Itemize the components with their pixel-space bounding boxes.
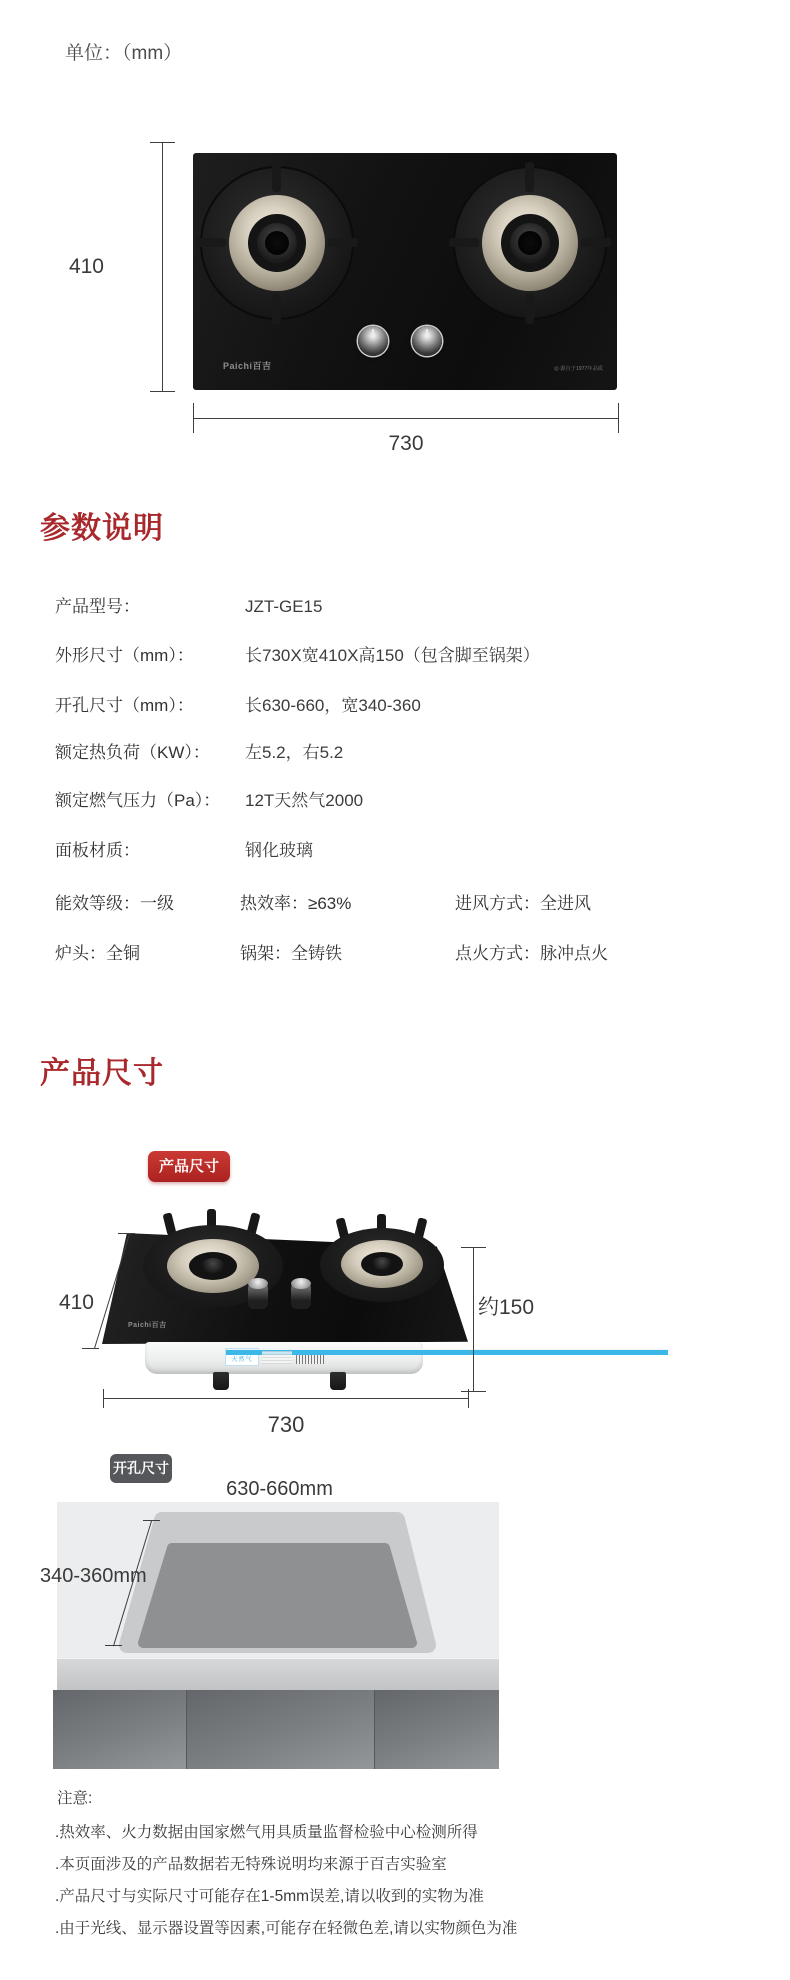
spec-tag xyxy=(262,1351,292,1364)
brand-logo: Paichi百吉 xyxy=(223,361,272,371)
brand-tagline: ◎ 源自于1977年品质 xyxy=(554,365,603,372)
sticker-text: 天然气 xyxy=(231,1357,253,1363)
spec-value: 左5.2，右5.2 xyxy=(245,743,344,762)
left-control-knob xyxy=(358,326,388,356)
spec-value: 12T天然气2000 xyxy=(245,791,364,810)
brand-logo: Paichi百吉 xyxy=(128,1322,167,1329)
spec-grid-cell: 炉头：全铜 xyxy=(55,944,140,963)
spec-grid-cell: 热效率：≥63% xyxy=(240,894,352,913)
cabinet-door xyxy=(53,1690,186,1769)
spec-row xyxy=(55,641,540,666)
dim-label-730: 730 xyxy=(388,432,424,455)
cabinet-front xyxy=(53,1690,499,1769)
pan-support-prong xyxy=(196,238,226,247)
spec-row xyxy=(55,592,322,617)
dim-tick xyxy=(461,1391,486,1392)
cabinet-door xyxy=(375,1690,499,1769)
spec-row xyxy=(55,738,343,763)
stove-top-photo xyxy=(193,153,617,390)
sticker-band xyxy=(226,1349,668,1355)
spec-grid-cell: 能效等级：一级 xyxy=(55,894,174,913)
dim-label-width: 730 xyxy=(267,1412,305,1437)
stove-foot xyxy=(330,1372,346,1390)
spec-label: 产品型号： xyxy=(55,597,140,616)
spec-value: 长730X宽410X高150（包含脚至锅架） xyxy=(245,646,540,665)
spec-label: 额定热负荷（KW）： xyxy=(55,743,210,762)
left-burner xyxy=(200,166,354,320)
countertop-front-edge xyxy=(57,1658,499,1690)
spec-row xyxy=(55,836,313,861)
dim-line-height xyxy=(473,1248,474,1392)
pan-support-prong xyxy=(525,294,534,324)
dim-label-410: 410 xyxy=(68,255,104,278)
dim-tick xyxy=(461,1247,486,1248)
persp-left-knob xyxy=(248,1281,268,1309)
cutout-depth-label: 340-360mm xyxy=(40,1565,147,1587)
persp-right-burner xyxy=(320,1216,444,1304)
pan-support-prong xyxy=(581,238,611,247)
unit-label: 单位：（mm） xyxy=(65,43,183,64)
pan-support-prong xyxy=(272,162,281,192)
dim-tick xyxy=(105,1645,122,1646)
dims-section-title: 产品尺寸 xyxy=(40,1057,164,1090)
dim-tick xyxy=(468,1389,469,1408)
dim-label-height: 约150 xyxy=(478,1296,535,1319)
burner-cap xyxy=(372,1257,392,1270)
product-size-badge: 产品尺寸 xyxy=(148,1151,230,1182)
spec-label: 外形尺寸（mm）： xyxy=(55,646,194,665)
stove-foot xyxy=(213,1372,229,1390)
dim-tick xyxy=(150,142,175,143)
note-item: .本页面涉及的产品数据若无特殊说明均来源于百吉实验室 xyxy=(55,1856,447,1873)
spec-label: 面板材质： xyxy=(55,841,140,860)
note-item: .产品尺寸与实际尺寸可能存在1-5mm误差,请以收到的实物为准 xyxy=(55,1888,484,1905)
note-item: .由于光线、显示器设置等因素,可能存在轻微色差,请以实物颜色为准 xyxy=(55,1920,518,1937)
dim-line-730 xyxy=(193,418,619,419)
spec-value: JZT-GE15 xyxy=(245,597,323,616)
right-burner xyxy=(453,166,607,320)
burner-cap xyxy=(201,1258,225,1273)
dim-tick xyxy=(150,391,175,392)
spec-grid-cell: 点火方式：脉冲点火 xyxy=(455,944,608,963)
pan-support-prong xyxy=(449,238,479,247)
spec-label: 开孔尺寸（mm）： xyxy=(55,696,194,715)
cutout-width-label: 630-660mm xyxy=(226,1478,333,1500)
pan-support-prong xyxy=(328,238,358,247)
dim-tick xyxy=(618,403,619,433)
spec-value: 钢化玻璃 xyxy=(245,841,313,860)
dim-label-depth: 410 xyxy=(58,1291,94,1314)
spec-label: 额定燃气压力（Pa）： xyxy=(55,791,221,810)
dim-tick xyxy=(82,1348,99,1349)
pan-support-prong xyxy=(525,162,534,192)
dim-tick xyxy=(193,403,194,433)
burner-mesh xyxy=(265,231,289,255)
barcode-label xyxy=(296,1355,324,1364)
persp-right-knob xyxy=(291,1281,311,1309)
spec-value: 长630-660，宽340-360 xyxy=(245,696,421,715)
dim-tick xyxy=(143,1520,160,1521)
dim-tick xyxy=(118,1233,135,1234)
spec-grid-cell: 进风方式：全进风 xyxy=(455,894,591,913)
gas-type-sticker xyxy=(225,1348,259,1366)
dim-line-410 xyxy=(162,142,163,392)
spec-row xyxy=(55,786,363,811)
note-item: .热效率、火力数据由国家燃气用具质量监督检验中心检测所得 xyxy=(55,1824,478,1841)
dim-tick xyxy=(103,1389,104,1408)
right-control-knob xyxy=(412,326,442,356)
spec-grid-cell: 锅架：全铸铁 xyxy=(240,944,342,963)
pan-support-prong xyxy=(272,294,281,324)
params-section-title: 参数说明 xyxy=(40,512,164,545)
dim-line-width xyxy=(103,1398,469,1399)
burner-mesh xyxy=(518,231,542,255)
cutout-size-badge: 开孔尺寸 xyxy=(110,1454,172,1483)
cutout-inner-shape xyxy=(143,1548,412,1643)
spec-row xyxy=(55,691,421,716)
cabinet-door xyxy=(187,1690,374,1769)
notes-title: 注意: xyxy=(57,1790,93,1807)
